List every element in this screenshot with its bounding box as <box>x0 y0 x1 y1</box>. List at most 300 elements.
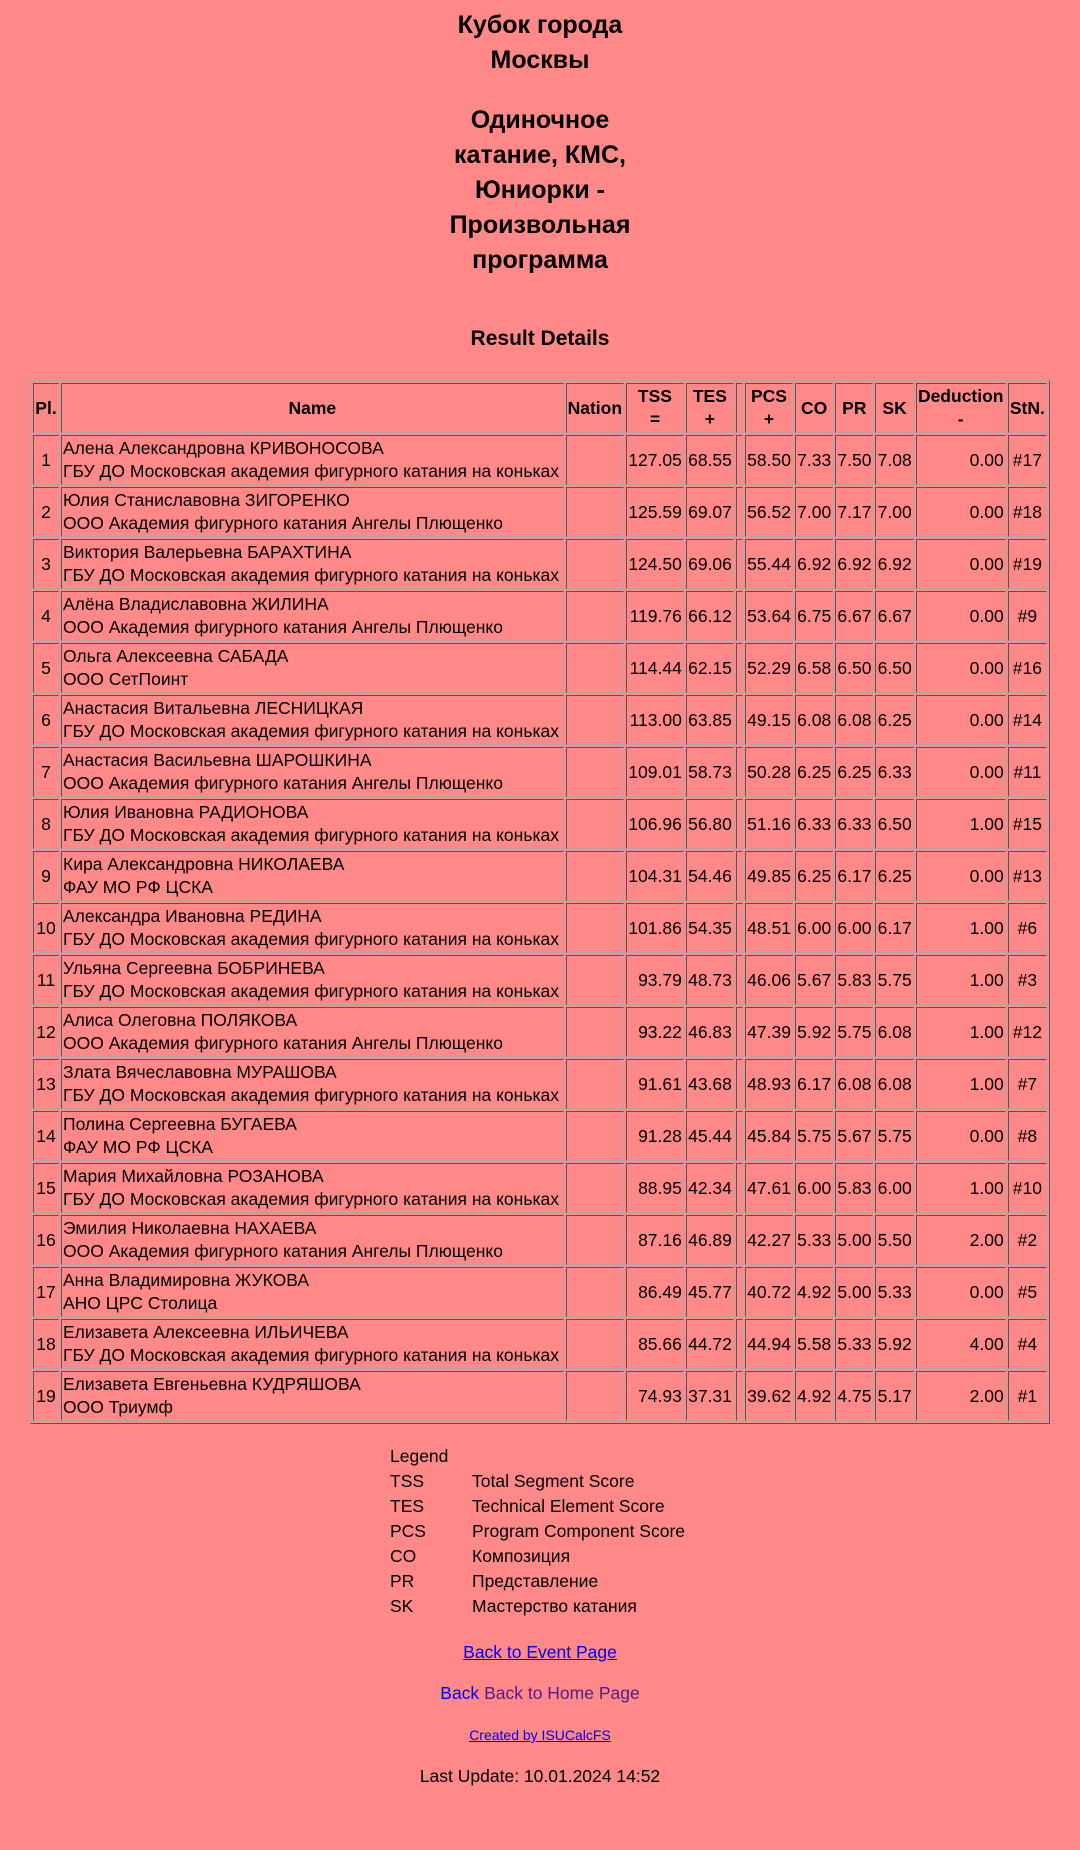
skater-name: Ольга Алексеевна САБАДА <box>63 646 289 666</box>
skater-name: Анастасия Васильевна ШАРОШКИНА <box>63 750 372 770</box>
cell-nation <box>566 1319 624 1369</box>
cell-separator <box>736 955 743 1005</box>
section-title: Result Details <box>470 327 610 350</box>
cell-pr: 6.00 <box>835 903 873 953</box>
col-pl: Pl. <box>33 383 59 433</box>
cell-tes: 46.89 <box>686 1215 734 1265</box>
cell-start-number: #2 <box>1008 1215 1047 1265</box>
cell-pr: 6.67 <box>835 591 873 641</box>
cell-separator <box>736 435 743 485</box>
footer <box>0 1641 1080 1788</box>
cell-pcs: 46.06 <box>745 955 793 1005</box>
table-row <box>33 539 1047 589</box>
cell-start-number: #8 <box>1008 1111 1047 1161</box>
results-table <box>30 380 1050 1424</box>
legend-items <box>390 1469 1080 1619</box>
cell-co: 7.00 <box>795 487 833 537</box>
legend-item <box>390 1519 1080 1544</box>
cell-sk: 6.08 <box>875 1059 913 1109</box>
cell-tss: 87.16 <box>626 1215 684 1265</box>
cell-pr: 5.83 <box>835 1163 873 1213</box>
cell-name <box>61 539 564 589</box>
cell-co: 6.17 <box>795 1059 833 1109</box>
cell-separator <box>736 747 743 797</box>
col-pr: PR <box>835 383 873 433</box>
last-update: Last Update: 10.01.2024 14:52 <box>419 1766 661 1786</box>
skater-name: Виктория Валерьевна БАРАХТИНА <box>63 542 352 562</box>
legend-abbr: SK <box>390 1596 414 1616</box>
col-separator <box>736 383 743 433</box>
cell-nation <box>566 799 624 849</box>
cell-start-number: #5 <box>1008 1267 1047 1317</box>
cell-tes: 54.35 <box>686 903 734 953</box>
cell-start-number: #4 <box>1008 1319 1047 1369</box>
cell-place: 7 <box>33 747 59 797</box>
title-block <box>420 8 660 278</box>
cell-pcs: 40.72 <box>745 1267 793 1317</box>
cell-tes: 42.34 <box>686 1163 734 1213</box>
cell-start-number: #16 <box>1008 643 1047 693</box>
cell-nation <box>566 539 624 589</box>
skater-name: Кира Александровна НИКОЛАЕВА <box>63 854 345 874</box>
legend-title: Legend <box>390 1446 449 1466</box>
cell-place: 12 <box>33 1007 59 1057</box>
cell-co: 6.33 <box>795 799 833 849</box>
cell-co: 6.92 <box>795 539 833 589</box>
cell-tss: 104.31 <box>626 851 684 901</box>
cell-deduction: 2.00 <box>916 1215 1006 1265</box>
skater-name: Елизавета Алексеевна ИЛЬИЧЕВА <box>63 1322 349 1342</box>
cell-deduction: 0.00 <box>916 539 1006 589</box>
col-tes-label: TES <box>692 386 727 406</box>
cell-pcs: 48.93 <box>745 1059 793 1109</box>
cell-tss: 93.22 <box>626 1007 684 1057</box>
cell-tss: 91.61 <box>626 1059 684 1109</box>
page <box>0 8 1080 1788</box>
cell-place: 2 <box>33 487 59 537</box>
skater-name: Юлия Ивановна РАДИОНОВА <box>63 802 309 822</box>
cell-name <box>61 487 564 537</box>
legend-desc: Мастерство катания <box>472 1596 637 1616</box>
cell-sk: 6.25 <box>875 695 913 745</box>
cell-sk: 6.92 <box>875 539 913 589</box>
cell-deduction: 0.00 <box>916 487 1006 537</box>
cell-name <box>61 1319 564 1369</box>
skater-club: ГБУ ДО Московская академия фигурного катания на коньках <box>63 1085 559 1105</box>
cell-co: 5.33 <box>795 1215 833 1265</box>
cell-nation <box>566 747 624 797</box>
legend-desc: Total Segment Score <box>472 1471 635 1491</box>
col-tss-op: = <box>649 409 661 429</box>
legend-item <box>390 1469 1080 1494</box>
cell-pcs: 47.39 <box>745 1007 793 1057</box>
cell-sk: 6.00 <box>875 1163 913 1213</box>
table-row <box>33 435 1047 485</box>
skater-name: Мария Михайловна РОЗАНОВА <box>63 1166 324 1186</box>
cell-place: 19 <box>33 1371 59 1421</box>
cell-tss: 101.86 <box>626 903 684 953</box>
cell-pr: 6.25 <box>835 747 873 797</box>
cell-tes: 58.73 <box>686 747 734 797</box>
legend-item <box>390 1494 1080 1519</box>
cell-name <box>61 903 564 953</box>
cell-pr: 4.75 <box>835 1371 873 1421</box>
cell-tss: 74.93 <box>626 1371 684 1421</box>
cell-name <box>61 955 564 1005</box>
cell-nation <box>566 643 624 693</box>
cell-start-number: #19 <box>1008 539 1047 589</box>
cell-tes: 43.68 <box>686 1059 734 1109</box>
cell-place: 9 <box>33 851 59 901</box>
cell-name <box>61 1111 564 1161</box>
cell-tes: 46.83 <box>686 1007 734 1057</box>
cell-start-number: #6 <box>1008 903 1047 953</box>
cell-nation <box>566 487 624 537</box>
cell-place: 10 <box>33 903 59 953</box>
cell-nation <box>566 1111 624 1161</box>
legend-desc: Композиция <box>472 1546 571 1566</box>
cell-sk: 5.50 <box>875 1215 913 1265</box>
skater-club: ФАУ МО РФ ЦСКА <box>63 1137 213 1157</box>
skater-club: ГБУ ДО Московская академия фигурного катания на коньках <box>63 981 559 1001</box>
skater-club: ООО СетПоинт <box>63 669 189 689</box>
cell-co: 6.08 <box>795 695 833 745</box>
cell-pcs: 49.15 <box>745 695 793 745</box>
skater-name: Анна Владимировна ЖУКОВА <box>63 1270 310 1290</box>
cell-start-number: #1 <box>1008 1371 1047 1421</box>
cell-name <box>61 851 564 901</box>
cell-tes: 45.44 <box>686 1111 734 1161</box>
cell-deduction: 2.00 <box>916 1371 1006 1421</box>
skater-name: Полина Сергеевна БУГАЕВА <box>63 1114 297 1134</box>
skater-name: Алена Александровна КРИВОНОСОВА <box>63 438 384 458</box>
cell-pcs: 44.94 <box>745 1319 793 1369</box>
cell-pr: 6.08 <box>835 695 873 745</box>
skater-name: Эмилия Николаевна НАХАЕВА <box>63 1218 317 1238</box>
cell-pr: 5.33 <box>835 1319 873 1369</box>
col-pcs <box>745 383 793 433</box>
table-row <box>33 591 1047 641</box>
competition-title: Кубок города Москвы <box>457 11 623 74</box>
cell-place: 14 <box>33 1111 59 1161</box>
cell-start-number: #9 <box>1008 591 1047 641</box>
col-tss-label: TSS <box>637 386 672 406</box>
skater-club: ООО Академия фигурного катания Ангелы Плющенко <box>63 617 504 637</box>
cell-deduction: 1.00 <box>916 1059 1006 1109</box>
cell-tes: 69.06 <box>686 539 734 589</box>
cell-place: 8 <box>33 799 59 849</box>
cell-separator <box>736 643 743 693</box>
cell-start-number: #13 <box>1008 851 1047 901</box>
table-row <box>33 903 1047 953</box>
cell-nation <box>566 1059 624 1109</box>
cell-sk: 6.08 <box>875 1007 913 1057</box>
cell-name <box>61 799 564 849</box>
cell-nation <box>566 1007 624 1057</box>
cell-start-number: #17 <box>1008 435 1047 485</box>
cell-sk: 7.08 <box>875 435 913 485</box>
skater-club: ГБУ ДО Московская академия фигурного катания на коньках <box>63 721 559 741</box>
cell-start-number: #11 <box>1008 747 1047 797</box>
cell-nation <box>566 1215 624 1265</box>
cell-name <box>61 1007 564 1057</box>
col-co: CO <box>795 383 833 433</box>
cell-separator <box>736 539 743 589</box>
cell-name <box>61 435 564 485</box>
cell-pr: 7.17 <box>835 487 873 537</box>
cell-pcs: 45.84 <box>745 1111 793 1161</box>
cell-pr: 5.00 <box>835 1215 873 1265</box>
cell-sk: 6.50 <box>875 799 913 849</box>
skater-club: ГБУ ДО Московская академия фигурного катания на коньках <box>63 565 559 585</box>
cell-sk: 6.33 <box>875 747 913 797</box>
skater-club: ООО Триумф <box>63 1397 173 1417</box>
table-row <box>33 1163 1047 1213</box>
cell-start-number: #18 <box>1008 487 1047 537</box>
cell-co: 6.25 <box>795 851 833 901</box>
skater-club: ГБУ ДО Московская академия фигурного катания на коньках <box>63 461 559 481</box>
cell-pr: 6.92 <box>835 539 873 589</box>
cell-tes: 37.31 <box>686 1371 734 1421</box>
cell-nation <box>566 695 624 745</box>
cell-pcs: 58.50 <box>745 435 793 485</box>
cell-nation <box>566 1267 624 1317</box>
cell-tss: 93.79 <box>626 955 684 1005</box>
cell-co: 6.00 <box>795 903 833 953</box>
col-tes-op: + <box>704 409 715 429</box>
table-row <box>33 1111 1047 1161</box>
legend-item <box>390 1569 1080 1594</box>
cell-separator <box>736 1267 743 1317</box>
cell-name <box>61 1059 564 1109</box>
legend-item <box>390 1594 1080 1619</box>
cell-pr: 5.75 <box>835 1007 873 1057</box>
cell-tes: 63.85 <box>686 695 734 745</box>
col-tss <box>626 383 684 433</box>
skater-name: Злата Вячеславовна МУРАШОВА <box>63 1062 337 1082</box>
cell-name <box>61 591 564 641</box>
cell-separator <box>736 1319 743 1369</box>
cell-pcs: 47.61 <box>745 1163 793 1213</box>
cell-name <box>61 1215 564 1265</box>
cell-pcs: 56.52 <box>745 487 793 537</box>
cell-start-number: #3 <box>1008 955 1047 1005</box>
cell-pcs: 50.28 <box>745 747 793 797</box>
cell-tes: 66.12 <box>686 591 734 641</box>
cell-deduction: 1.00 <box>916 1163 1006 1213</box>
cell-sk: 5.75 <box>875 1111 913 1161</box>
cell-tss: 124.50 <box>626 539 684 589</box>
col-ded-label: Deduction <box>917 386 1004 406</box>
cell-tss: 109.01 <box>626 747 684 797</box>
back-label[interactable]: Back <box>440 1683 480 1703</box>
skater-name: Анастасия Витальевна ЛЕСНИЦКАЯ <box>63 698 364 718</box>
legend-abbr: TES <box>390 1496 425 1516</box>
cell-place: 5 <box>33 643 59 693</box>
cell-tss: 91.28 <box>626 1111 684 1161</box>
back-to-event-link[interactable]: Back to Event Page <box>463 1642 617 1662</box>
cell-pr: 5.00 <box>835 1267 873 1317</box>
created-by-link[interactable]: Created by ISUCalcFS <box>469 1727 611 1743</box>
legend-abbr: CO <box>390 1546 417 1566</box>
legend-item <box>390 1544 1080 1569</box>
cell-tss: 85.66 <box>626 1319 684 1369</box>
cell-start-number: #15 <box>1008 799 1047 849</box>
cell-place: 11 <box>33 955 59 1005</box>
col-nation: Nation <box>566 383 624 433</box>
event-title: Одиночное катание, КМС, Юниорки - Произвольная программа <box>449 106 631 274</box>
cell-place: 4 <box>33 591 59 641</box>
legend-desc: Представление <box>472 1571 599 1591</box>
cell-separator <box>736 1163 743 1213</box>
table-row <box>33 643 1047 693</box>
cell-nation <box>566 435 624 485</box>
cell-deduction: 0.00 <box>916 1267 1006 1317</box>
cell-separator <box>736 1007 743 1057</box>
skater-club: ФАУ МО РФ ЦСКА <box>63 877 213 897</box>
skater-club: ГБУ ДО Московская академия фигурного катания на коньках <box>63 825 559 845</box>
cell-tes: 48.73 <box>686 955 734 1005</box>
col-tes <box>686 383 734 433</box>
cell-tss: 119.76 <box>626 591 684 641</box>
cell-nation <box>566 903 624 953</box>
skater-name: Юлия Станиславовна ЗИГОРЕНКО <box>63 490 350 510</box>
skater-club: ООО Академия фигурного катания Ангелы Плющенко <box>63 1241 504 1261</box>
cell-tss: 114.44 <box>626 643 684 693</box>
back-to-home-link[interactable]: Back to Home Page <box>484 1683 640 1703</box>
cell-co: 5.75 <box>795 1111 833 1161</box>
cell-deduction: 0.00 <box>916 747 1006 797</box>
cell-tes: 56.80 <box>686 799 734 849</box>
cell-deduction: 0.00 <box>916 643 1006 693</box>
cell-tes: 45.77 <box>686 1267 734 1317</box>
cell-pr: 7.50 <box>835 435 873 485</box>
cell-pcs: 53.64 <box>745 591 793 641</box>
cell-tes: 68.55 <box>686 435 734 485</box>
cell-name <box>61 747 564 797</box>
cell-sk: 5.92 <box>875 1319 913 1369</box>
cell-separator <box>736 487 743 537</box>
table-row <box>33 695 1047 745</box>
table-row <box>33 1007 1047 1057</box>
cell-pcs: 39.62 <box>745 1371 793 1421</box>
cell-nation <box>566 955 624 1005</box>
cell-separator <box>736 903 743 953</box>
cell-sk: 5.17 <box>875 1371 913 1421</box>
cell-deduction: 1.00 <box>916 903 1006 953</box>
col-name: Name <box>61 383 564 433</box>
col-stn: StN. <box>1008 383 1047 433</box>
cell-co: 6.75 <box>795 591 833 641</box>
table-row <box>33 851 1047 901</box>
skater-club: ГБУ ДО Московская академия фигурного катания на коньках <box>63 1189 559 1209</box>
cell-deduction: 4.00 <box>916 1319 1006 1369</box>
cell-pr: 5.67 <box>835 1111 873 1161</box>
cell-separator <box>736 851 743 901</box>
cell-nation <box>566 1371 624 1421</box>
cell-separator <box>736 1059 743 1109</box>
cell-tss: 125.59 <box>626 487 684 537</box>
cell-start-number: #12 <box>1008 1007 1047 1057</box>
col-deduction <box>916 383 1006 433</box>
cell-deduction: 1.00 <box>916 799 1006 849</box>
col-pcs-label: PCS <box>750 386 787 406</box>
cell-place: 6 <box>33 695 59 745</box>
cell-sk: 6.17 <box>875 903 913 953</box>
cell-tss: 88.95 <box>626 1163 684 1213</box>
cell-place: 3 <box>33 539 59 589</box>
legend-desc: Technical Element Score <box>472 1496 665 1516</box>
legend-abbr: PR <box>390 1571 415 1591</box>
cell-co: 6.58 <box>795 643 833 693</box>
cell-name <box>61 1371 564 1421</box>
table-row <box>33 1267 1047 1317</box>
cell-co: 5.92 <box>795 1007 833 1057</box>
cell-deduction: 0.00 <box>916 1111 1006 1161</box>
cell-place: 15 <box>33 1163 59 1213</box>
cell-nation <box>566 591 624 641</box>
legend-desc: Program Component Score <box>472 1521 686 1541</box>
table-header-row <box>33 383 1047 433</box>
cell-tss: 113.00 <box>626 695 684 745</box>
legend-abbr: PCS <box>390 1521 426 1541</box>
cell-deduction: 0.00 <box>916 851 1006 901</box>
cell-co: 7.33 <box>795 435 833 485</box>
cell-separator <box>736 591 743 641</box>
cell-separator <box>736 1371 743 1421</box>
cell-pr: 6.08 <box>835 1059 873 1109</box>
table-row <box>33 487 1047 537</box>
cell-deduction: 0.00 <box>916 695 1006 745</box>
back-to-home-line <box>0 1682 1080 1704</box>
cell-name <box>61 695 564 745</box>
col-ded-op: - <box>957 409 964 429</box>
table-row <box>33 1215 1047 1265</box>
cell-place: 16 <box>33 1215 59 1265</box>
skater-club: АНО ЦРС Столица <box>63 1293 218 1313</box>
cell-sk: 6.67 <box>875 591 913 641</box>
skater-name: Ульяна Сергеевна БОБРИНЕВА <box>63 958 325 978</box>
cell-co: 5.67 <box>795 955 833 1005</box>
cell-start-number: #7 <box>1008 1059 1047 1109</box>
cell-start-number: #10 <box>1008 1163 1047 1213</box>
cell-sk: 6.25 <box>875 851 913 901</box>
cell-deduction: 1.00 <box>916 955 1006 1005</box>
cell-pcs: 51.16 <box>745 799 793 849</box>
cell-tes: 44.72 <box>686 1319 734 1369</box>
cell-pcs: 49.85 <box>745 851 793 901</box>
results-body <box>33 435 1047 1421</box>
cell-tes: 54.46 <box>686 851 734 901</box>
table-row <box>33 799 1047 849</box>
cell-pr: 5.83 <box>835 955 873 1005</box>
skater-name: Алёна Владиславовна ЖИЛИНА <box>63 594 329 614</box>
cell-tss: 86.49 <box>626 1267 684 1317</box>
cell-nation <box>566 851 624 901</box>
cell-pcs: 42.27 <box>745 1215 793 1265</box>
cell-place: 13 <box>33 1059 59 1109</box>
cell-co: 4.92 <box>795 1267 833 1317</box>
cell-name <box>61 643 564 693</box>
table-row <box>33 1319 1047 1369</box>
cell-tss: 127.05 <box>626 435 684 485</box>
legend <box>390 1444 1080 1619</box>
col-pcs-op: + <box>763 409 775 429</box>
cell-co: 6.00 <box>795 1163 833 1213</box>
cell-pr: 6.17 <box>835 851 873 901</box>
cell-separator <box>736 695 743 745</box>
cell-separator <box>736 799 743 849</box>
